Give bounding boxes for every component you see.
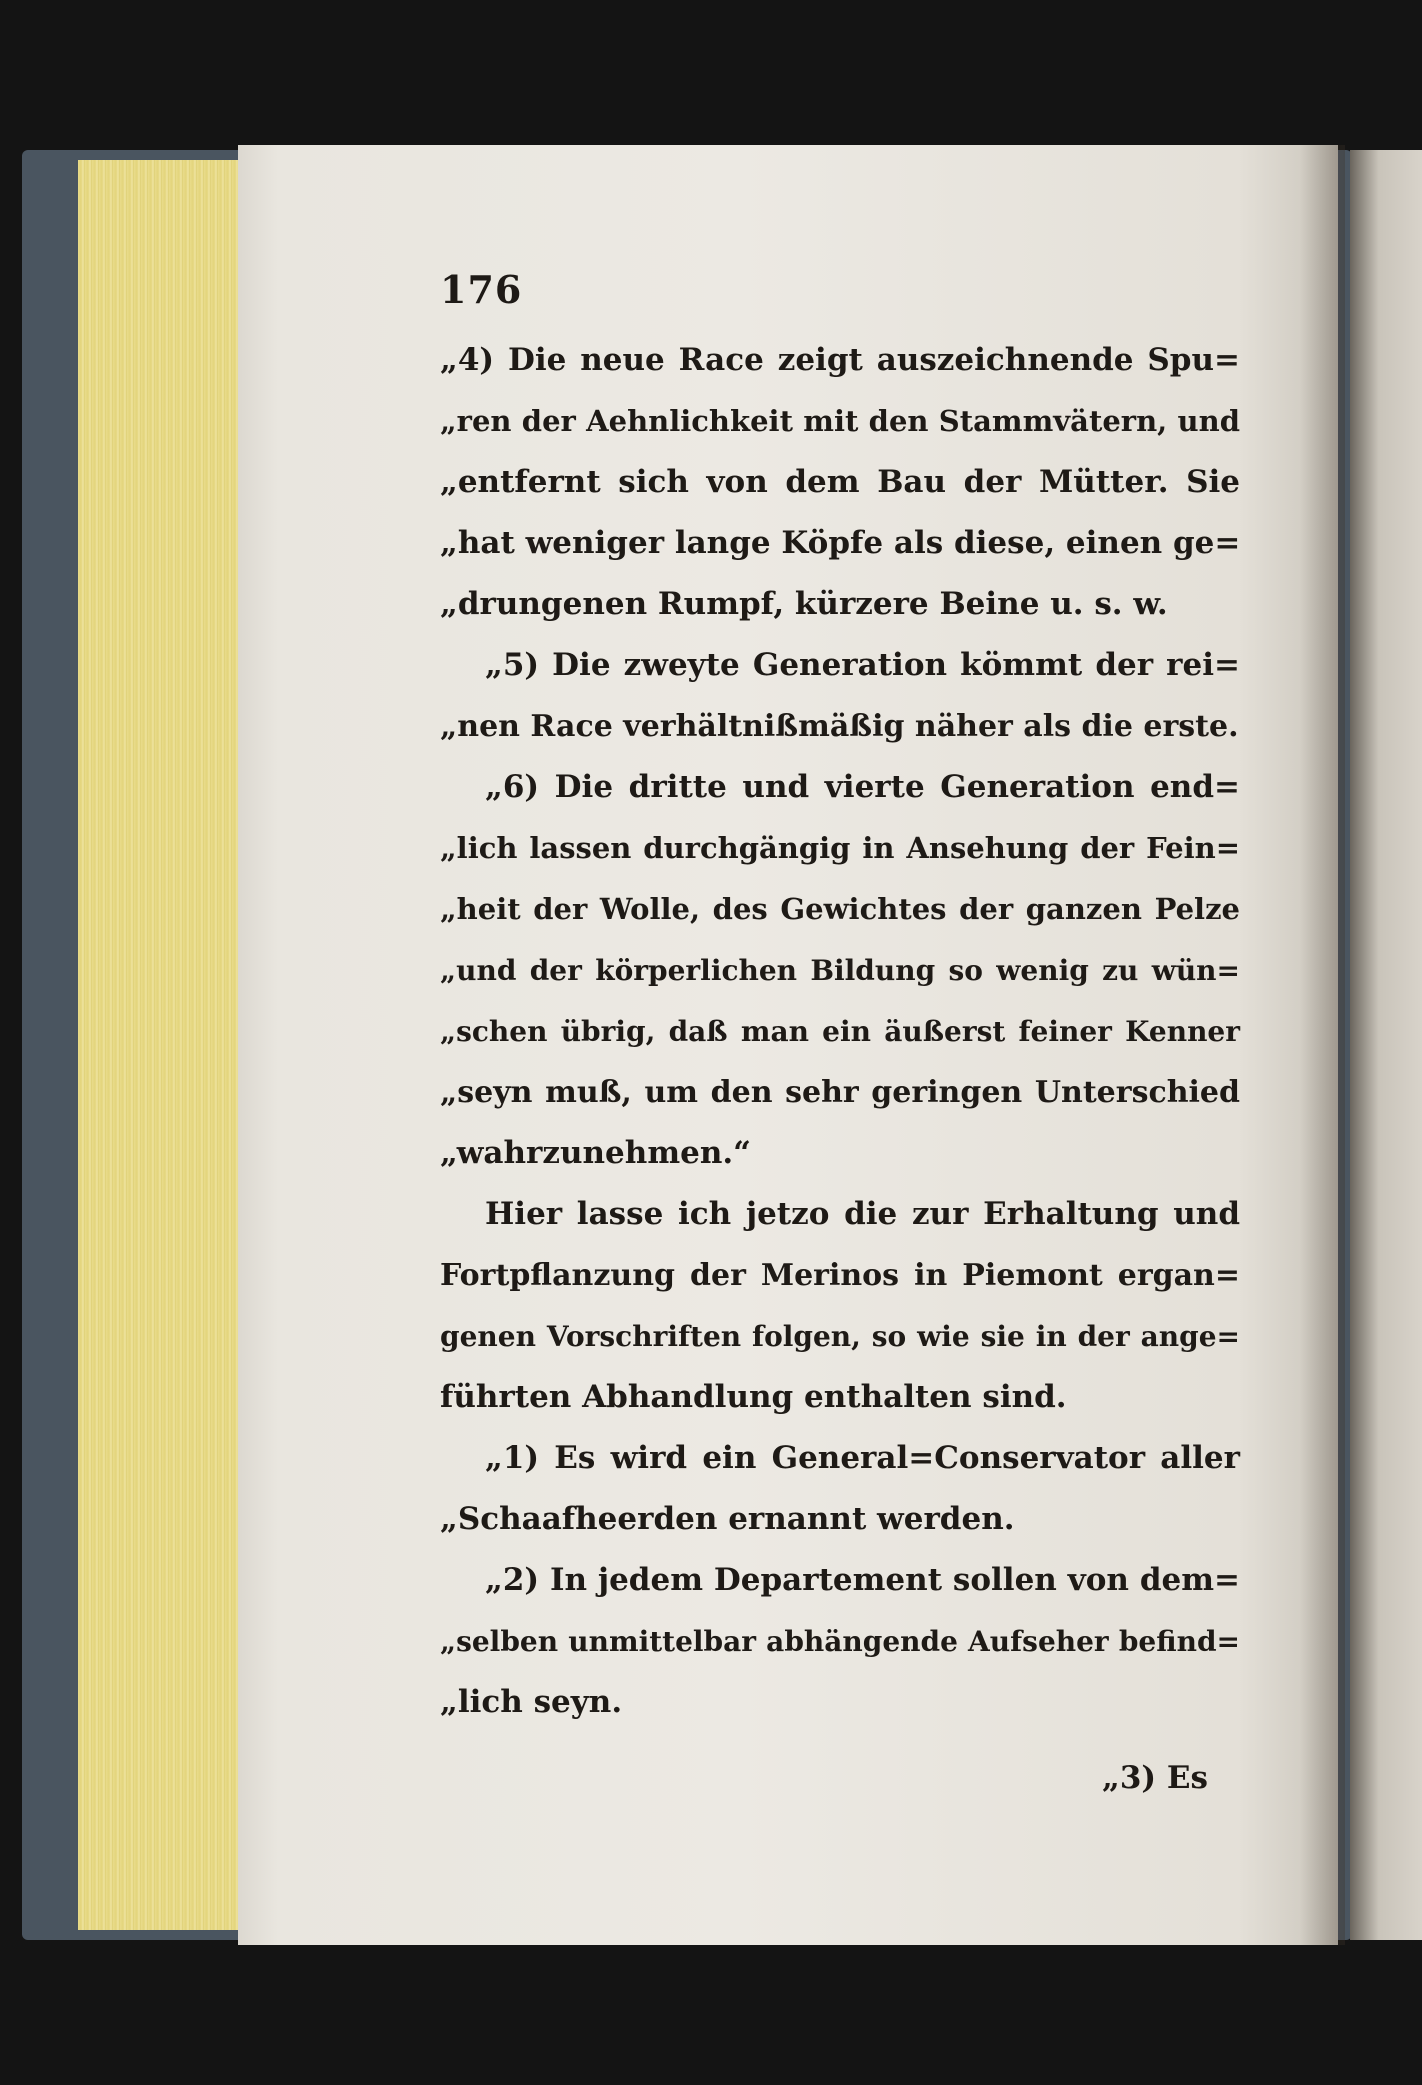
page-edges [78, 160, 260, 1930]
text-line: „Schaafheerden ernannt werden. [440, 1501, 1015, 1537]
facing-page-edge [1350, 150, 1422, 1940]
text-line: „entfernt sich von dem Bau der Mütter. Sie [440, 464, 1240, 500]
text-line: „4) Die neue Race zeigt auszeichnende Spu= [440, 342, 1240, 378]
text-line: „2) In jedem Departement sollen von dem= [485, 1562, 1240, 1598]
catchword: „3) Es [1102, 1760, 1208, 1796]
text-line: „selben unmittelbar abhängende Aufseher befind= [440, 1625, 1240, 1658]
text-line: „5) Die zweyte Generation kömmt der rei= [485, 647, 1240, 683]
page-text [440, 250, 1240, 1733]
text-line: führten Abhandlung enthalten sind. [440, 1379, 1067, 1415]
text-line: „6) Die dritte und vierte Generation end= [485, 769, 1240, 805]
text-line: Fortpflanzung der Merinos in Piemont ergan= [440, 1258, 1240, 1293]
text-line: genen Vorschriften folgen, so wie sie in der ange= [440, 1320, 1240, 1353]
text-line: „nen Race verhältnißmäßig näher als die erste. [440, 709, 1239, 744]
text-line: „drungenen Rumpf, kürzere Beine u. s. w. [440, 586, 1168, 622]
text-line: „lich lassen durchgängig in Ansehung der Fein= [440, 831, 1240, 865]
text-line: „schen übrig, daß man ein äußerst feiner Kenner [440, 1015, 1240, 1048]
text-line: „1) Es wird ein General=Conservator aller [485, 1440, 1240, 1476]
text-line: „und der körperlichen Bildung so wenig zu wün= [440, 954, 1240, 987]
text-line: „hat weniger lange Köpfe als diese, einen ge= [440, 525, 1241, 561]
spine-shadow [1300, 145, 1345, 1945]
text-line: Hier lasse ich jetzo die zur Erhaltung und [485, 1196, 1240, 1232]
text-line: „ren der Aehnlichkeit mit den Stammvätern, und [440, 404, 1240, 438]
text-line: „seyn muß, um den sehr geringen Unterschied [440, 1075, 1240, 1110]
text-line: „wahrzunehmen.“ [440, 1135, 751, 1171]
text-line: „lich seyn. [440, 1684, 623, 1720]
page-number: 176 [440, 267, 523, 312]
text-line: „heit der Wolle, des Gewichtes der ganzen Pelze [440, 892, 1240, 926]
